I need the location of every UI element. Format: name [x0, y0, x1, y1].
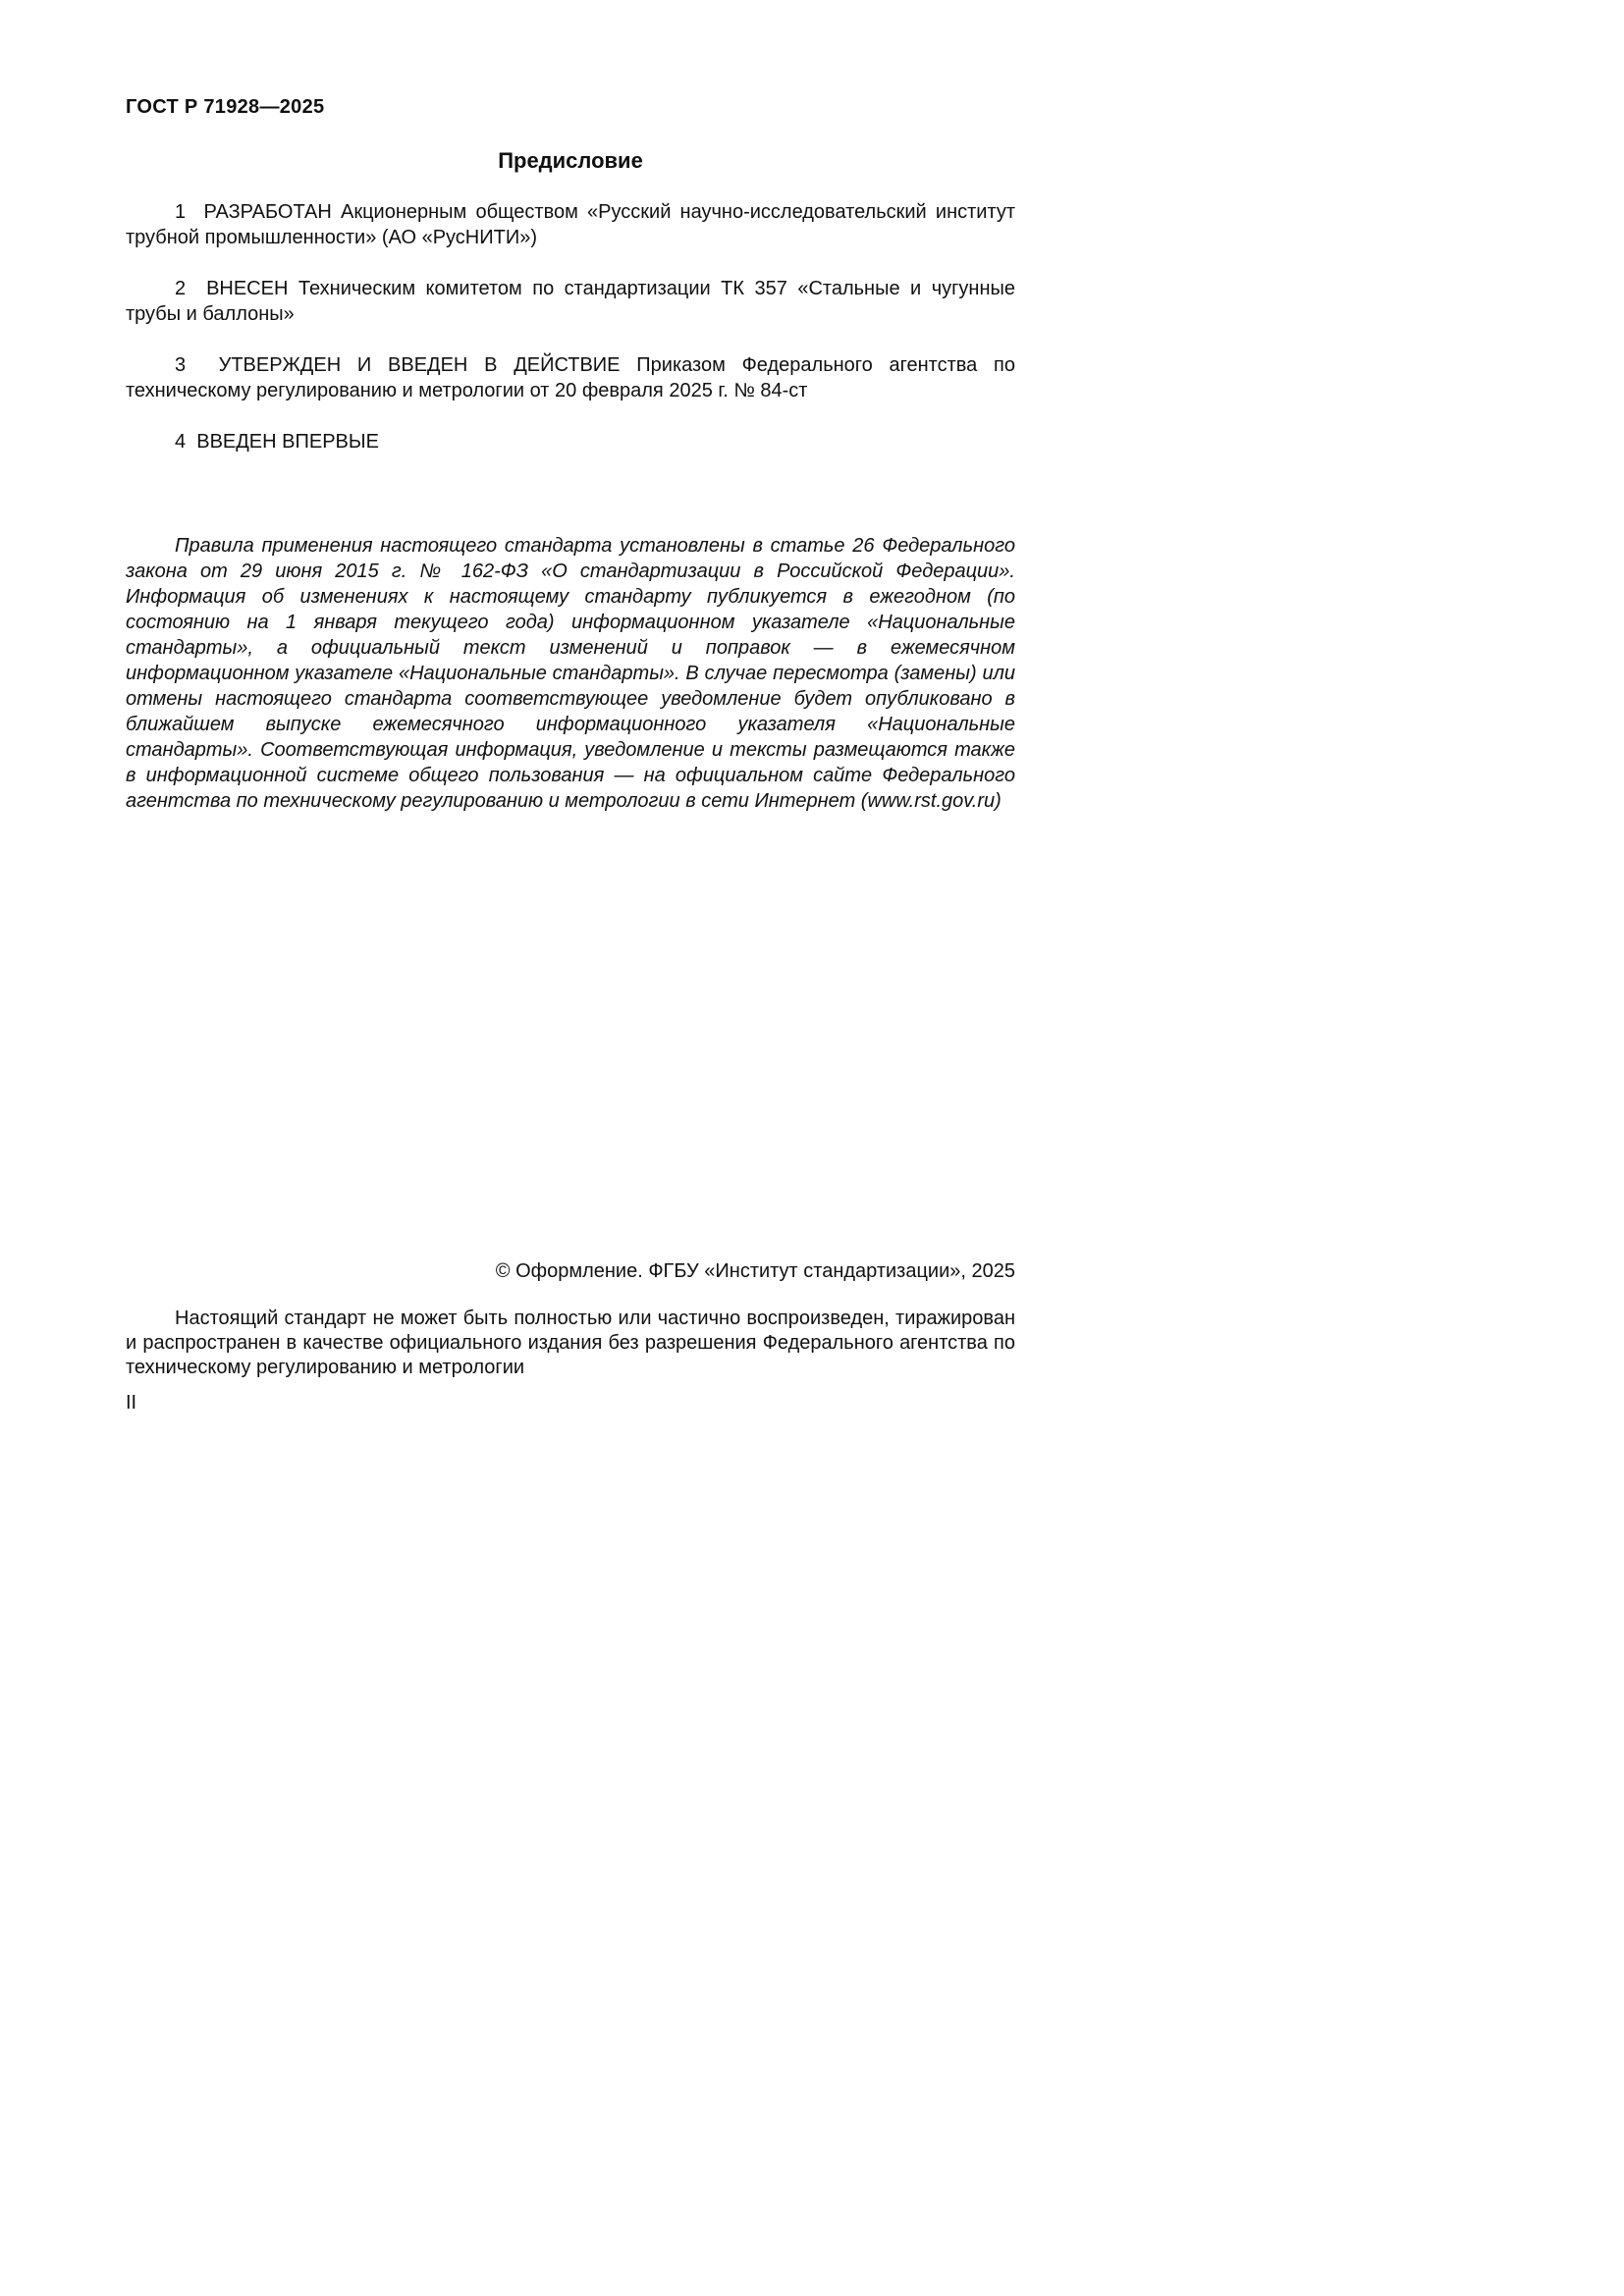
foreword-item-first-edition: 4 ВВЕДЕН ВПЕРВЫЕ [175, 431, 379, 453]
foreword-item-approved: 3 УТВЕРЖДЕН И ВВЕДЕН В ДЕЙСТВИЕ Приказом Федерального агентства по техническому регулированию и метрологии от 20 февраля 2025 г. № 84-ст [126, 354, 1015, 401]
foreword-item-developed: 1 РАЗРАБОТАН Акционерным обществом «Русский научно-исследовательский институт трубной промышленности» (АО «РусНИТИ») [126, 201, 1015, 248]
page-content [126, 96, 1015, 814]
reproduction-notice: Настоящий стандарт не может быть полностью или частично воспроизведен, тиражирован и распространен в качестве официального издания без разрешения Федерального агентства по техническому регулированию и метрологии [126, 1308, 1015, 1378]
page-footer [126, 1260, 1015, 1415]
application-rules-note: Правила применения настоящего стандарта установлены в статье 26 Федерального закона от 29 июня 2015 г. № 162-ФЗ «О стандартизации в Российской Федерации». Информация об изменениях к настоящему стандарту публикуется в ежегодном (по состоянию на 1 января текущего года) информационном указателе «Национальные стандарты», а официальный текст изменений и поправок — в ежемесячном информационном указателе «Национальные стандарты». В случае пересмотра (замены) или отмены настоящего стандарта соответствующее уведомление будет опубликовано в ближайшем выпуске ежемесячного информационного указателя «Национальные стандарты». Соответствующая информация, уведомление и тексты размещаются также в информационной системе общего пользования — на официальном сайте Федерального агентства по техническому регулированию и метрологии в сети Интернет (www.rst.gov.ru) [126, 535, 1015, 812]
document-code: ГОСТ Р 71928—2025 [126, 96, 325, 118]
section-title: Предисловие [498, 148, 643, 173]
page-number: II [126, 1392, 137, 1414]
copyright-line: © Оформление. ФГБУ «Институт стандартизации», 2025 [495, 1260, 1015, 1282]
foreword-item-submitted: 2 ВНЕСЕН Техническим комитетом по стандартизации ТК 357 «Стальные и чугунные трубы и баллоны» [126, 278, 1015, 325]
